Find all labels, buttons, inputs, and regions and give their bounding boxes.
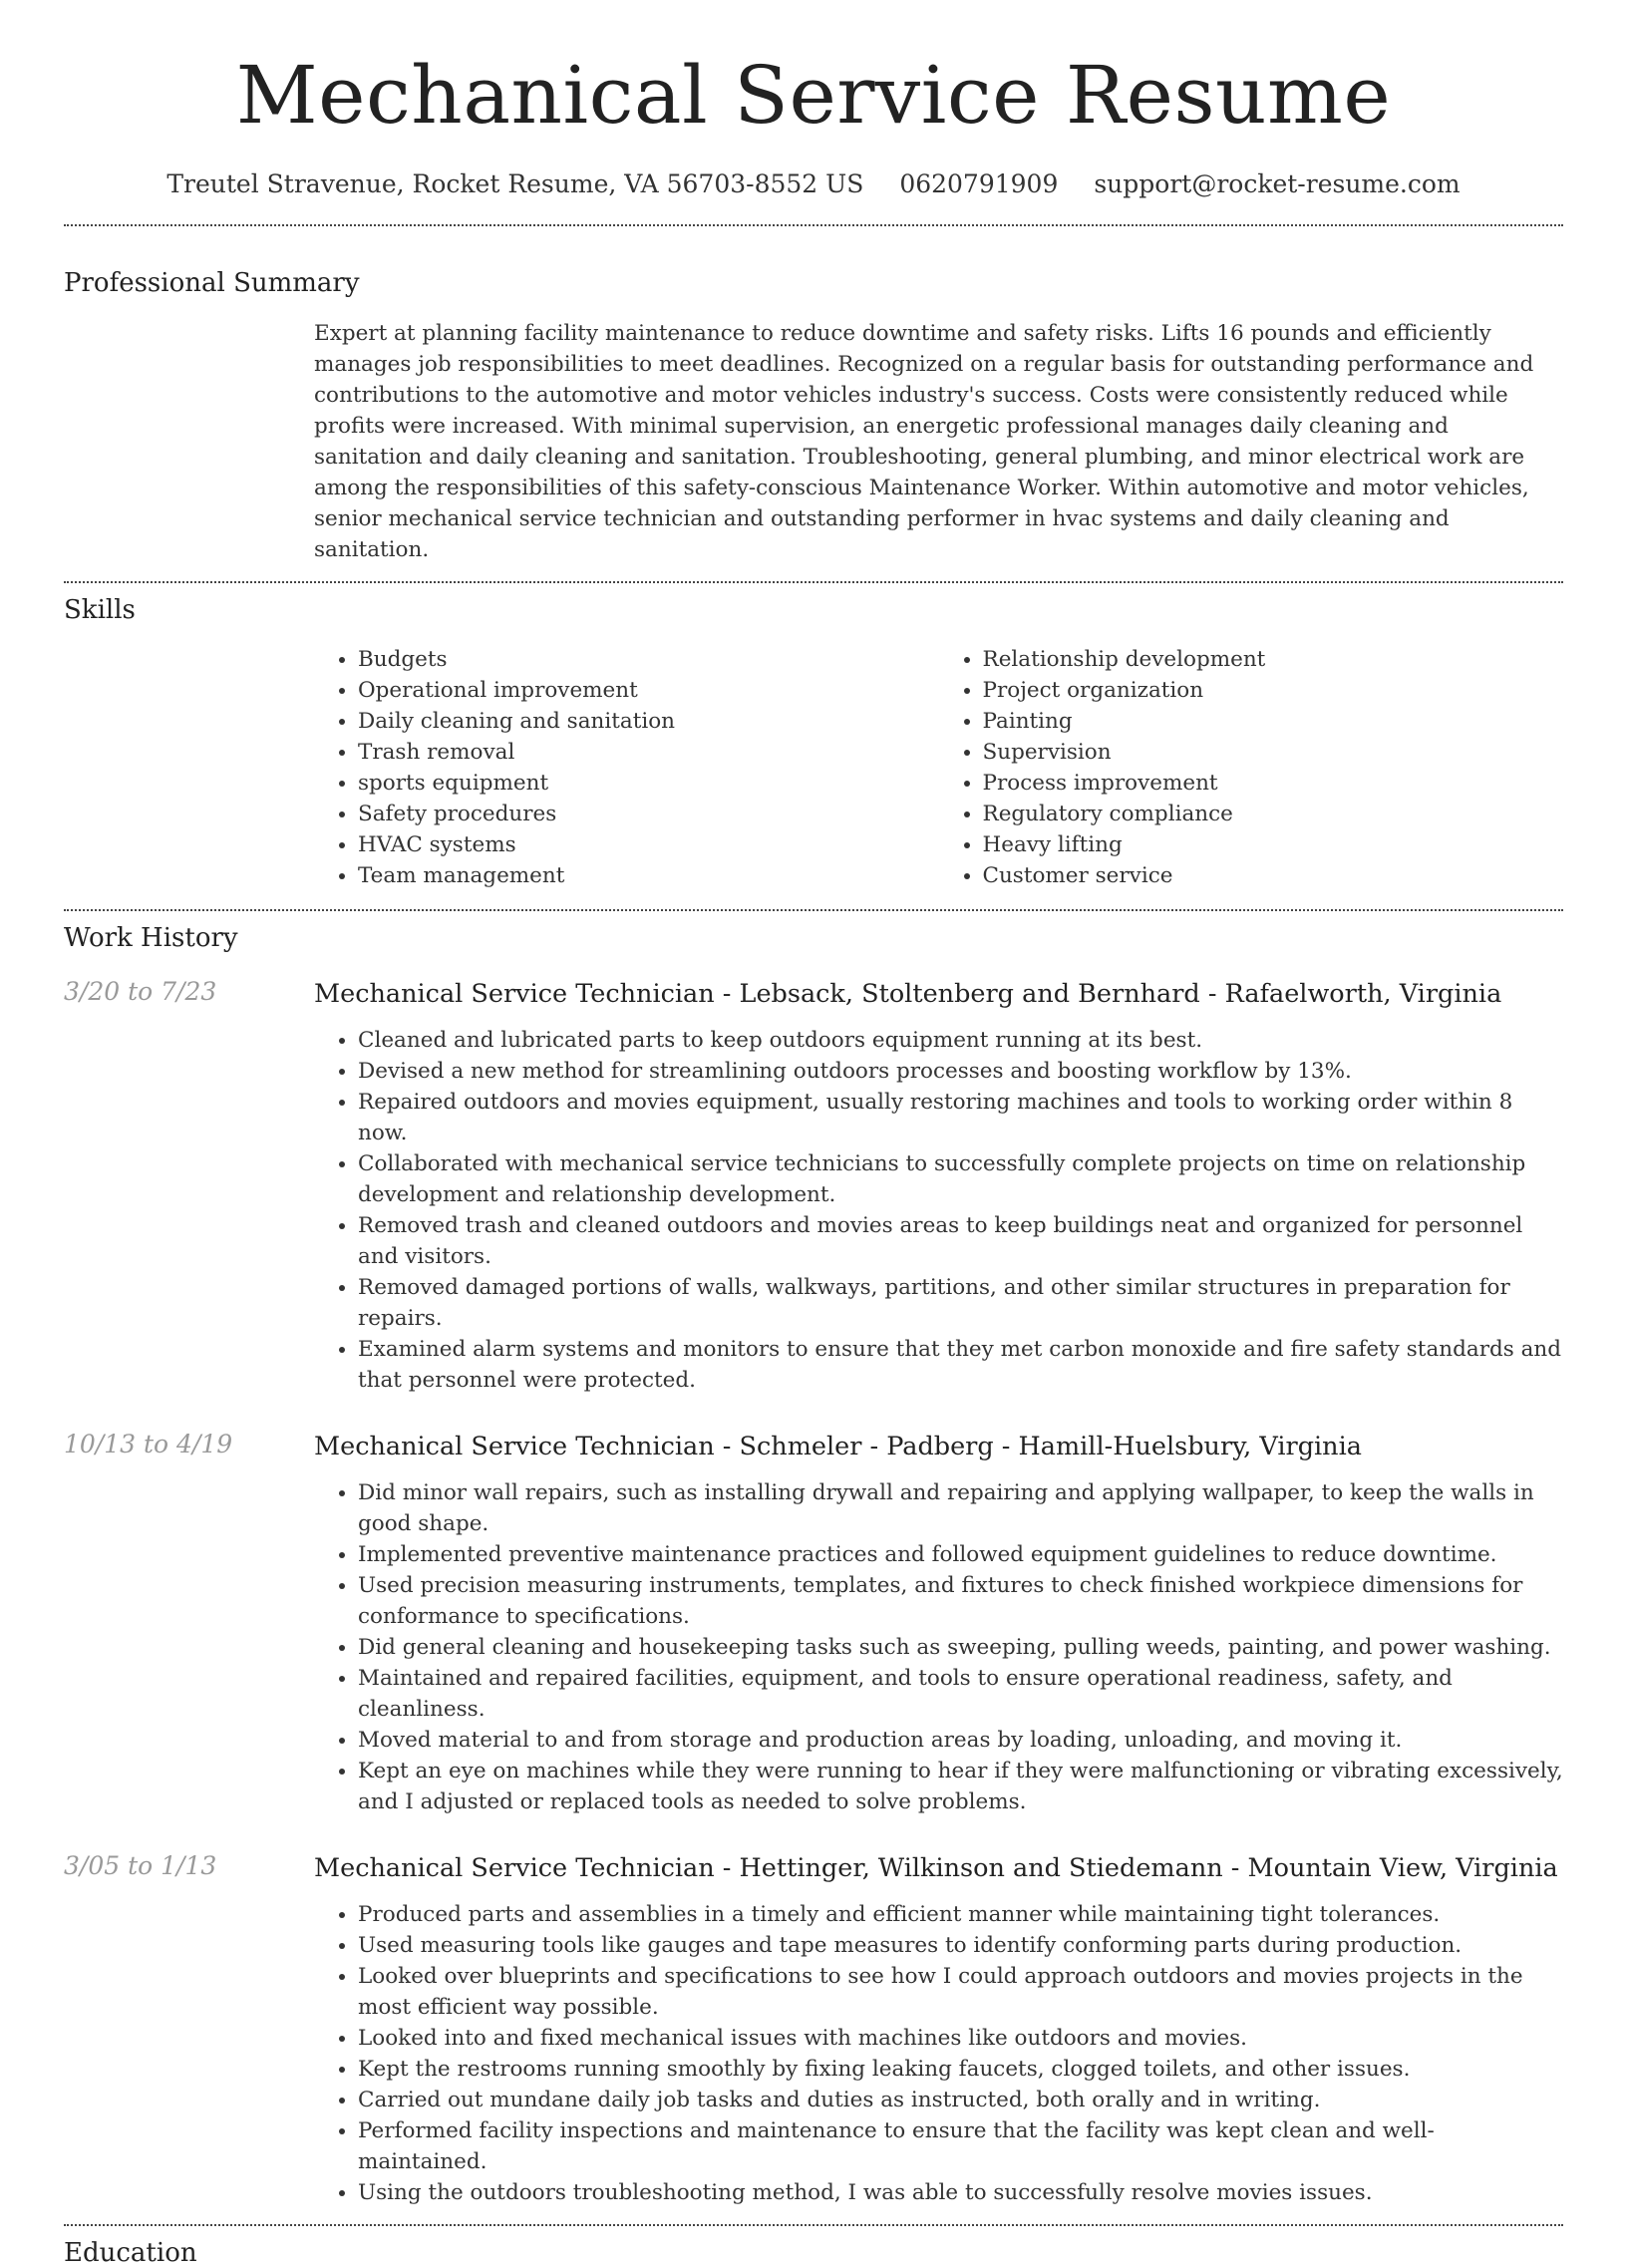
resume-title: Mechanical Service Resume (235, 49, 1392, 142)
job-bullet: • Kept the restrooms running smoothly by fixing leaking faucets, clogged toilets, and other issues. (358, 2054, 1563, 2085)
skill-item: • Operational improvement (358, 675, 939, 706)
education-heading: Education (64, 2238, 197, 2268)
skill-item: • Relationship development (983, 644, 1564, 675)
job-entry (64, 1430, 1563, 1817)
skills-list-right (939, 644, 1564, 891)
job-bullet: • Used precision measuring instruments, templates, and fixtures to check finished workpiece dimensions for conformance to specifications. (358, 1570, 1563, 1632)
job-bullet: • Performed facility inspections and maintenance to ensure that the facility was kept clean and well-maintained. (358, 2115, 1563, 2177)
job-bullet: • Using the outdoors troubleshooting method, I was able to successfully resolve movies issues. (358, 2177, 1563, 2208)
skill-item: • Team management (358, 860, 939, 891)
job-bullet: • Devised a new method for streamlining outdoors processes and boosting workflow by 13%. (358, 1056, 1563, 1087)
section-divider (64, 2224, 1563, 2226)
skill-item: • Supervision (983, 737, 1564, 768)
job-title: Mechanical Service Technician - Hettinger, Wilkinson and Stiedemann - Mountain View, Virginia (314, 1853, 1558, 1883)
job-bullet: • Carried out mundane daily job tasks and duties as instructed, both orally and in writing. (358, 2085, 1563, 2115)
job-bullet: • Examined alarm systems and monitors to ensure that they met carbon monoxide and fire safety standards and that personnel were protected. (358, 1334, 1563, 1396)
job-bullets (314, 1477, 1563, 1817)
job-bullet: • Repaired outdoors and movies equipment, usually restoring machines and tools to working order within 8 now. (358, 1087, 1563, 1148)
skills-section (314, 644, 1563, 891)
contact-email: support@rocket-resume.com (1094, 169, 1461, 198)
job-bullet: • Cleaned and lubricated parts to keep outdoors equipment running at its best. (358, 1025, 1563, 1056)
skill-item: • Process improvement (983, 768, 1564, 799)
job-title: Mechanical Service Technician - Schmeler - Padberg - Hamill-Huelsbury, Virginia (314, 1432, 1362, 1461)
summary-text: Expert at planning facility maintenance to reduce downtime and safety risks. Lifts 16 pounds and efficiently manages job responsibilities to meet deadlines. Recognized on a regular basis for outstanding performance and contributions to the automotive and motor vehicles industry's success. Costs were consistently reduced while profits were increased. With minimal supervision, an energetic professional manages daily cleaning and sanitation and daily cleaning and sanitation. Troubleshooting, general plumbing, and minor electrical work are among the responsibilities of this safety-conscious Maintenance Worker. Within automotive and motor vehicles, senior mechanical service technician and outstanding performer in hvac systems and daily cleaning and sanitation. (314, 321, 1534, 562)
job-bullet: • Implemented preventive maintenance practices and followed equipment guidelines to reduce downtime. (358, 1539, 1563, 1570)
job-title: Mechanical Service Technician - Lebsack, Stoltenberg and Bernhard - Rafaelworth, Virginia (314, 979, 1502, 1009)
job-date: 3/20 to 7/23 (64, 977, 217, 1006)
job-entry (64, 1851, 1563, 2208)
section-divider (64, 224, 1563, 226)
job-bullet: • Used measuring tools like gauges and tape measures to identify conforming parts during production. (358, 1930, 1563, 1961)
skill-item: • Safety procedures (358, 799, 939, 829)
skill-item: • Project organization (983, 675, 1564, 706)
skill-item: • HVAC systems (358, 829, 939, 860)
summary-heading: Professional Summary (64, 268, 360, 298)
job-bullet: • Produced parts and assemblies in a timely and efficient manner while maintaining tight tolerances. (358, 1899, 1563, 1930)
contact-phone: 0620791909 (899, 169, 1059, 198)
summary-section (314, 318, 1563, 565)
work-history-heading: Work History (64, 923, 238, 953)
section-divider (64, 581, 1563, 583)
job-bullet: • Did general cleaning and housekeeping tasks such as sweeping, pulling weeds, painting, and power washing. (358, 1632, 1563, 1663)
skill-item: • Painting (983, 706, 1564, 737)
job-date: 3/05 to 1/13 (64, 1851, 217, 1880)
job-bullet: • Removed trash and cleaned outdoors and movies areas to keep buildings neat and organized for personnel and visitors. (358, 1210, 1563, 1272)
job-bullet: • Looked into and fixed mechanical issues with machines like outdoors and movies. (358, 2023, 1563, 2054)
job-bullet: • Looked over blueprints and specifications to see how I could approach outdoors and movies projects in the most efficient way possible. (358, 1961, 1563, 2023)
section-divider (64, 909, 1563, 911)
contact-address: Treutel Stravenue, Rocket Resume, VA 56703-8552 US (166, 169, 864, 198)
skill-item: • Heavy lifting (983, 829, 1564, 860)
skill-item: • Customer service (983, 860, 1564, 891)
skill-item: • Budgets (358, 644, 939, 675)
job-date: 10/13 to 4/19 (64, 1430, 233, 1458)
skill-item: • sports equipment (358, 768, 939, 799)
job-bullets (314, 1025, 1563, 1396)
job-bullet: • Collaborated with mechanical service technicians to successfully complete projects on time on relationship development and relationship development. (358, 1148, 1563, 1210)
job-bullet: • Maintained and repaired facilities, equipment, and tools to ensure operational readiness, safety, and cleanliness. (358, 1663, 1563, 1725)
job-bullet: • Moved material to and from storage and production areas by loading, unloading, and moving it. (358, 1725, 1563, 1756)
job-bullet: • Did minor wall repairs, such as installing drywall and repairing and applying wallpaper, to keep the walls in good shape. (358, 1477, 1563, 1539)
skills-heading: Skills (64, 595, 136, 625)
skill-item: • Regulatory compliance (983, 799, 1564, 829)
skill-item: • Daily cleaning and sanitation (358, 706, 939, 737)
skill-item: • Trash removal (358, 737, 939, 768)
skills-list-left (314, 644, 939, 891)
job-bullets (314, 1899, 1563, 2208)
job-bullet: • Kept an eye on machines while they were running to hear if they were malfunctioning or vibrating excessively, and I adjusted or replaced tools as needed to solve problems. (358, 1756, 1563, 1817)
job-bullet: • Removed damaged portions of walls, walkways, partitions, and other similar structures in preparation for repairs. (358, 1272, 1563, 1334)
job-entry (64, 977, 1563, 1396)
resume-page (64, 0, 1563, 2268)
contact-line (64, 169, 1563, 198)
